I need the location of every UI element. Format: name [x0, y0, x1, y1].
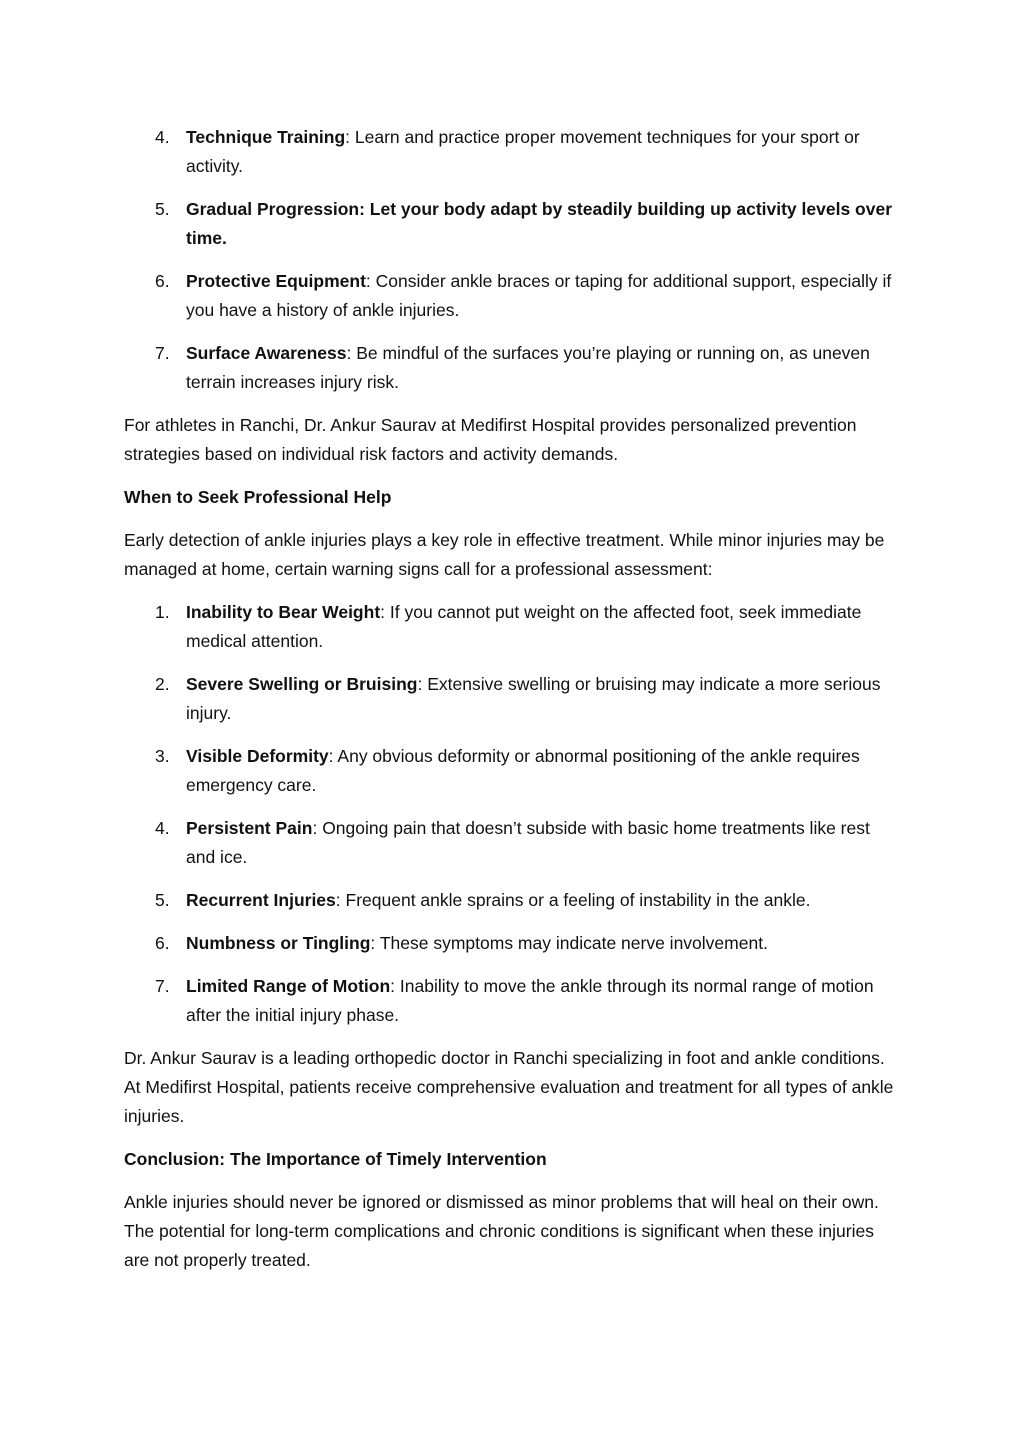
list-number: 6. — [155, 933, 170, 953]
list-term: Recurrent Injuries — [186, 890, 336, 910]
list-separator: : — [346, 343, 352, 363]
list-number: 4. — [155, 818, 170, 838]
list-term: Surface Awareness — [186, 343, 347, 363]
list-separator: : — [365, 271, 371, 291]
warning-signs-list — [124, 598, 899, 1030]
paragraph-doctor: Dr. Ankur Saurav is a leading orthopedic doctor in Ranchi specializing in foot and ankle conditions. At Medifirst Hospital, patients receive comprehensive evaluation and treatment for all types of ankle injuries. — [124, 1048, 894, 1126]
list-item — [124, 814, 899, 872]
list-number: 5. — [155, 890, 170, 910]
list-term: Protective Equipment — [186, 271, 366, 291]
section-heading-professional-help: When to Seek Professional Help — [124, 487, 392, 507]
list-item — [124, 598, 899, 656]
list-item — [124, 670, 899, 728]
list-description: Let your body adapt by steadily building up activity levels over time. — [186, 199, 893, 248]
list-number: 1. — [155, 602, 170, 622]
list-description: Frequent ankle sprains or a feeling of instability in the ankle. — [340, 890, 811, 910]
list-separator: : — [312, 818, 318, 838]
document-page — [124, 123, 899, 1289]
list-term: Gradual Progression — [186, 199, 360, 219]
list-item — [124, 339, 899, 397]
list-separator: : — [328, 746, 334, 766]
list-description: Extensive swelling or bruising may indicate a more serious injury. — [186, 674, 881, 723]
prevention-list — [124, 123, 899, 397]
list-description: These symptoms may indicate nerve involvement. — [375, 933, 768, 953]
list-number: 6. — [155, 271, 170, 291]
list-separator: : — [345, 127, 351, 147]
list-item — [124, 929, 899, 958]
paragraph-conclusion: Ankle injuries should never be ignored or dismissed as minor problems that will heal on their own. The potential for long-term complications and chronic conditions is significant when these injuries are not properly treated. — [124, 1192, 879, 1270]
list-number: 2. — [155, 674, 170, 694]
list-separator: : — [417, 674, 423, 694]
list-item — [124, 267, 899, 325]
list-description: Learn and practice proper movement techniques for your sport or activity. — [186, 127, 860, 176]
list-number: 5. — [155, 199, 170, 219]
list-item — [124, 123, 899, 181]
list-term: Technique Training — [186, 127, 346, 147]
list-separator: : — [390, 976, 396, 996]
list-description: If you cannot put weight on the affected foot, seek immediate medical attention. — [186, 602, 862, 651]
list-separator: : — [380, 602, 386, 622]
list-separator: : — [335, 890, 341, 910]
paragraph-athletes: For athletes in Ranchi, Dr. Ankur Saurav at Medifirst Hospital provides personalized prevention strategies based on individual risk factors and activity demands. — [124, 415, 857, 464]
list-description: Be mindful of the surfaces you’re playing or running on, as uneven terrain increases injury risk. — [186, 343, 870, 392]
section-heading-conclusion: Conclusion: The Importance of Timely Intervention — [124, 1149, 547, 1169]
paragraph-early-detection: Early detection of ankle injuries plays a key role in effective treatment. While minor injuries may be managed at home, certain warning signs call for a professional assessment: — [124, 530, 885, 579]
list-description: Consider ankle braces or taping for additional support, especially if you have a history of ankle injuries. — [186, 271, 892, 320]
list-description: Ongoing pain that doesn’t subside with basic home treatments like rest and ice. — [186, 818, 870, 867]
list-separator: : — [359, 199, 365, 219]
list-term: Severe Swelling or Bruising — [186, 674, 418, 694]
list-item — [124, 886, 899, 915]
list-term: Visible Deformity — [186, 746, 329, 766]
list-term: Inability to Bear Weight — [186, 602, 381, 622]
list-number: 4. — [155, 127, 170, 147]
list-term: Limited Range of Motion — [186, 976, 391, 996]
list-item — [124, 195, 899, 253]
list-separator: : — [370, 933, 376, 953]
list-number: 7. — [155, 976, 170, 996]
list-term: Persistent Pain — [186, 818, 313, 838]
list-number: 7. — [155, 343, 170, 363]
list-number: 3. — [155, 746, 170, 766]
list-item — [124, 742, 899, 800]
list-item — [124, 972, 899, 1030]
list-term: Numbness or Tingling — [186, 933, 371, 953]
list-description: Inability to move the ankle through its normal range of motion after the initial injury phase. — [186, 976, 874, 1025]
list-description: Any obvious deformity or abnormal positioning of the ankle requires emergency care. — [186, 746, 860, 795]
